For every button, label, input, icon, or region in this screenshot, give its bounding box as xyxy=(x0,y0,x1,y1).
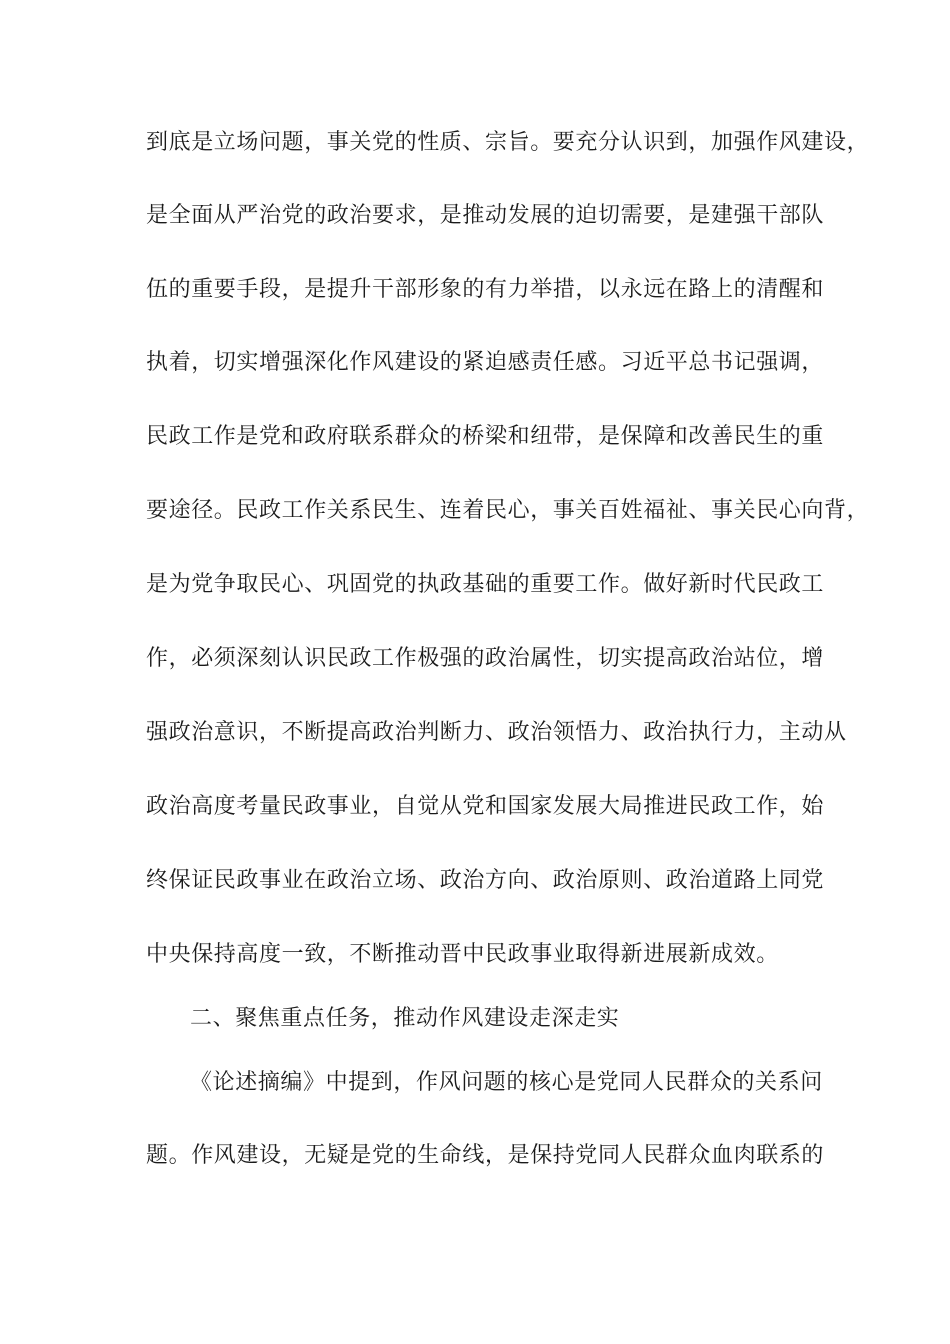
paragraph-1-line-6: 要途径。民政工作关系民生、连着民心，事关百姓福祉、事关民心向背， xyxy=(146,498,870,523)
paragraph-1-line-1: 到底是立场问题，事关党的性质、宗旨。要充分认识到，加强作风建设， xyxy=(146,130,870,155)
paragraph-1-line-2: 是全面从严治党的政治要求，是推动发展的迫切需要，是建强干部队 xyxy=(146,203,825,228)
paragraph-1-line-10: 政治高度考量民政事业，自觉从党和国家发展大局推进民政工作，始 xyxy=(146,794,825,819)
paragraph-1-line-3: 伍的重要手段，是提升干部形象的有力举措，以永远在路上的清醒和 xyxy=(146,277,825,302)
paragraph-1-line-5: 民政工作是党和政府联系群众的桥梁和纽带，是保障和改善民生的重 xyxy=(146,424,825,449)
paragraph-1-line-9: 强政治意识，不断提高政治判断力、政治领悟力、政治执行力，主动从 xyxy=(146,720,847,745)
paragraph-1-line-7: 是为党争取民心、巩固党的执政基础的重要工作。做好新时代民政工 xyxy=(146,572,825,597)
paragraph-1-line-8: 作，必须深刻认识民政工作极强的政治属性，切实提高政治站位，增 xyxy=(146,646,825,671)
paragraph-1-line-12: 中央保持高度一致，不断推动晋中民政事业取得新进展新成效。 xyxy=(146,942,779,967)
section-heading: 二、聚焦重点任务，推动作风建设走深走实 xyxy=(190,1006,620,1031)
paragraph-2-line-2: 题。作风建设，无疑是党的生命线，是保持党同人民群众血肉联系的 xyxy=(146,1143,825,1168)
paragraph-1-line-4: 执着，切实增强深化作风建设的紧迫感责任感。习近平总书记强调， xyxy=(146,350,825,375)
paragraph-2-line-1: 《论述摘编》中提到，作风问题的核心是党同人民群众的关系问 xyxy=(190,1070,823,1095)
paragraph-1-line-11: 终保证民政事业在政治立场、政治方向、政治原则、政治道路上同党 xyxy=(146,868,825,893)
